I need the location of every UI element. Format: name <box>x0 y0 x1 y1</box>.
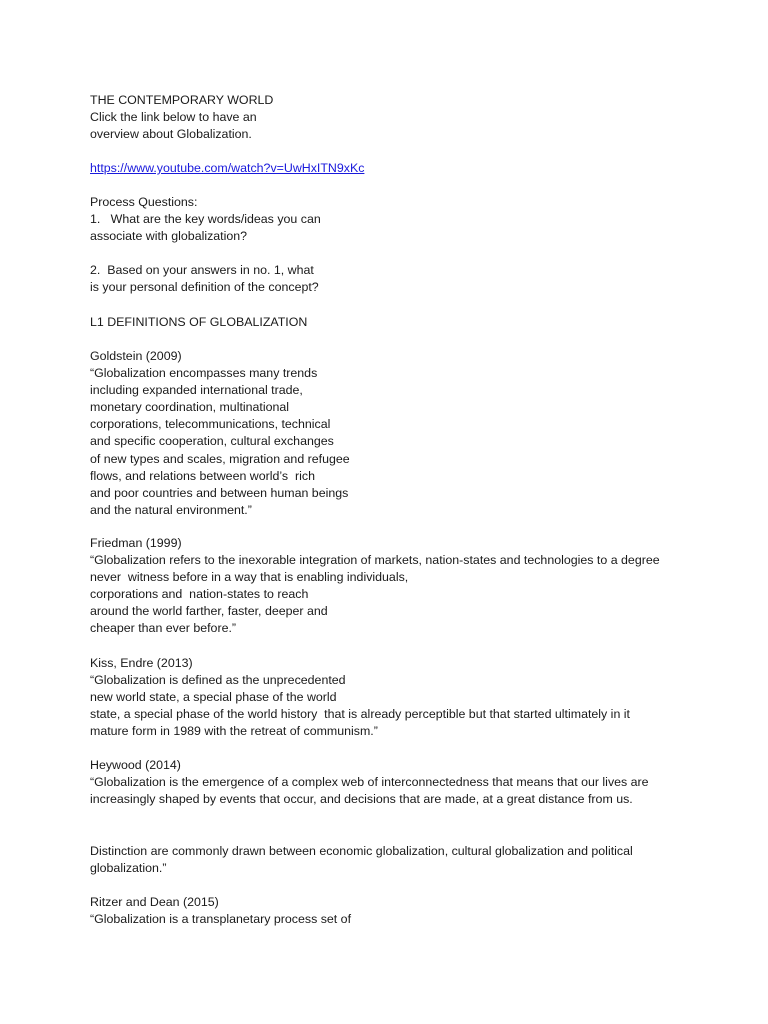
definition-line: monetary coordination, multinational <box>90 400 290 415</box>
definition-line: cheaper than ever before.” <box>90 621 237 636</box>
definition-line: of new types and scales, migration and refugee <box>90 451 350 466</box>
kiss-definition <box>90 655 630 740</box>
ritzer-definition <box>90 894 351 928</box>
question-2-cont: is your personal definition of the concept? <box>90 280 319 295</box>
definition-line: around the world farther, faster, deeper and <box>90 604 328 619</box>
definition-author: Heywood (2014) <box>90 758 181 772</box>
document-title: THE CONTEMPORARY WORLD <box>90 93 274 107</box>
youtube-link[interactable]: https://www.youtube.com/watch?v=UwHxITN9xKc <box>90 161 365 175</box>
definition-line: and poor countries and between human beings <box>90 485 349 500</box>
paragraph-line: Distinction are commonly drawn between economic globalization, cultural globalization and political <box>90 844 633 858</box>
definition-line: never witness before in a way that is enabling individuals, <box>90 570 409 585</box>
intro-block <box>90 92 273 143</box>
definition-author: Kiss, Endre (2013) <box>90 656 193 670</box>
intro-line: overview about Globalization. <box>90 127 252 142</box>
link-block <box>90 160 364 177</box>
definition-author: Goldstein (2009) <box>90 349 182 363</box>
process-questions <box>90 194 321 245</box>
goldstein-definition <box>90 348 350 519</box>
question-2-block <box>90 262 319 296</box>
definition-line: corporations, telecommunications, technical <box>90 417 331 432</box>
definition-line: “Globalization encompasses many trends <box>90 366 318 381</box>
intro-line: Click the link below to have an <box>90 110 257 125</box>
section-heading: L1 DEFINITIONS OF GLOBALIZATION <box>90 315 308 329</box>
question-2: 2. Based on your answers in no. 1, what <box>90 263 314 277</box>
definition-line: flows, and relations between world’s rich <box>90 468 315 483</box>
distinction-paragraph <box>90 843 633 877</box>
friedman-definition <box>90 535 660 638</box>
process-heading: Process Questions: <box>90 195 198 209</box>
definition-line: new world state, a special phase of the world <box>90 690 337 705</box>
question-1-cont: associate with globalization? <box>90 229 248 244</box>
definition-line: and specific cooperation, cultural exchanges <box>90 434 334 449</box>
definition-line: increasingly shaped by events that occur, and decisions that are made, at a great distance from us. <box>90 792 633 807</box>
paragraph-line: globalization.” <box>90 861 167 876</box>
definition-line: “Globalization is defined as the unprecedented <box>90 673 346 688</box>
heywood-definition <box>90 757 649 808</box>
definition-line: state, a special phase of the world history that is already perceptible but that started ultimately in it <box>90 707 630 722</box>
section-heading-block <box>90 314 307 331</box>
definition-line: mature form in 1989 with the retreat of communism.” <box>90 724 378 739</box>
definition-line: and the natural environment.” <box>90 502 252 517</box>
definition-line: corporations and nation-states to reach <box>90 587 309 602</box>
definition-line: “Globalization refers to the inexorable integration of markets, nation-states and technologies to a degree <box>90 553 660 568</box>
definition-author: Ritzer and Dean (2015) <box>90 895 219 909</box>
question-1: 1. What are the key words/ideas you can <box>90 212 321 227</box>
definition-line: “Globalization is a transplanetary process set of <box>90 912 352 927</box>
definition-line: “Globalization is the emergence of a complex web of interconnectedness that means that our lives are <box>90 775 649 790</box>
definition-author: Friedman (1999) <box>90 536 182 550</box>
definition-line: including expanded international trade, <box>90 383 303 398</box>
